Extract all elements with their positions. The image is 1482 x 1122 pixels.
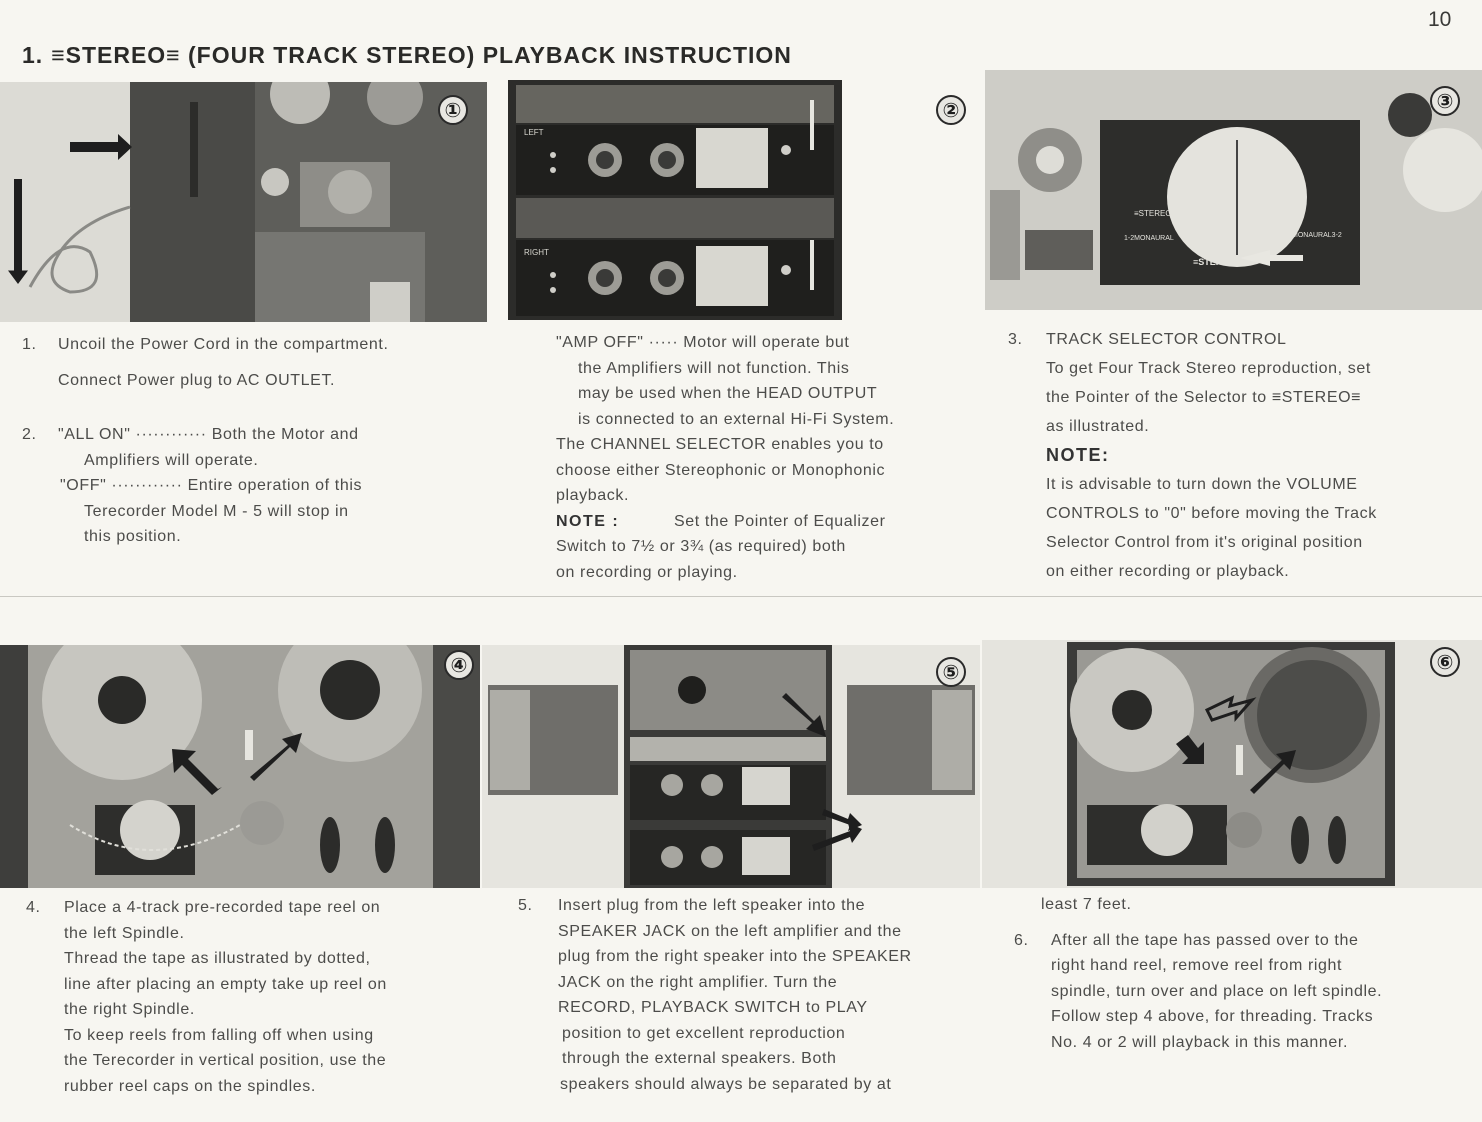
amp-line2: the Amplifiers will not function. This: [578, 359, 850, 377]
photo-reel-threading: [0, 645, 480, 888]
step5-instructions: [518, 893, 912, 1097]
track-selector-instructions: [1008, 325, 1377, 586]
amp-off-note: [556, 330, 894, 585]
photo-label-right: RIGHT: [524, 248, 549, 257]
step-marker-2: ②: [936, 95, 966, 125]
photo-label-stereo-big: ≡STEREO≡: [1193, 257, 1241, 267]
note-eq-line3: on recording or playing.: [556, 563, 738, 581]
step1-line1: Uncoil the Power Cord in the compartment.: [58, 336, 389, 353]
item-number-6: 6.: [1014, 931, 1029, 949]
note-eq-line2: Switch to 7½ or 3¾ (as required) both: [556, 538, 846, 555]
page-number: 10: [1428, 8, 1452, 31]
step5-line2: SPEAKER JACK on the left amplifier and the: [558, 922, 902, 940]
step4-line6: To keep reels from falling off when using: [64, 1026, 374, 1044]
step4-line4: line after placing an empty take up reel on: [64, 975, 387, 993]
step2-line2: Amplifiers will operate.: [84, 451, 259, 469]
note-label-equalizer: NOTE :: [556, 512, 620, 530]
volume-note-line2: CONTROLS to "0" before moving the Track: [1046, 505, 1377, 522]
track-line2: the Pointer of the Selector to ≡STEREO≡: [1046, 389, 1362, 406]
title-text: ≡STEREO≡ (FOUR TRACK STEREO) PLAYBACK INSTRUCTION: [51, 42, 792, 68]
photo-external-speakers: [482, 645, 980, 888]
photo-label-monaural: 1-2MONAURAL: [1124, 235, 1174, 242]
step6-line4: Follow step 4 above, for threading. Tracks: [1051, 1008, 1374, 1025]
item-number-4: 4.: [26, 899, 41, 916]
instruction-steps-1-2: [22, 332, 389, 550]
step5-line4: JACK on the right amplifier. Turn the: [558, 973, 838, 991]
page-title: [22, 42, 800, 69]
step2-line1: "ALL ON" ············ Both the Motor and: [58, 426, 359, 443]
photo-label-monaural-right: MONAURAL3-2: [1292, 232, 1342, 239]
step4-line8: rubber reel caps on the spindles.: [64, 1077, 316, 1095]
step5-line6: position to get excellent reproduction: [562, 1024, 846, 1042]
item-number-3: 3.: [1008, 331, 1023, 348]
photo-label-stereo-small: ≡STEREO: [1134, 209, 1172, 218]
note-label-volume: NOTE:: [1046, 445, 1110, 465]
step4-line3: Thread the tape as illustrated by dotted,: [64, 950, 371, 967]
step6-line1: After all the tape has passed over to the: [1051, 931, 1359, 949]
track-line1: To get Four Track Stereo reproduction, set: [1046, 360, 1371, 377]
step-marker-6: ⑥: [1430, 647, 1460, 677]
amp-line6: choose either Stereophonic or Monophonic: [556, 461, 886, 479]
photo-label-left: LEFT: [524, 128, 544, 137]
step5-line5: RECORD, PLAYBACK SWITCH to PLAY: [558, 999, 868, 1016]
step5-line7: through the external speakers. Both: [562, 1050, 837, 1067]
amp-line3: may be used when the HEAD OUTPUT: [578, 385, 878, 402]
amp-line7: playback.: [556, 487, 629, 504]
step2-line5: this position.: [84, 528, 182, 545]
step4-instructions: [26, 895, 387, 1099]
track-line3: as illustrated.: [1046, 418, 1150, 435]
step4-line2: the left Spindle.: [64, 924, 185, 942]
step5-line1: Insert plug from the left speaker into the: [558, 897, 866, 914]
step5-line3: plug from the right speaker into the SPEAKER: [558, 948, 912, 965]
step4-line5: the right Spindle.: [64, 1001, 195, 1018]
step2-line4: Terecorder Model M - 5 will stop in: [84, 502, 349, 520]
section-divider: [0, 596, 1482, 597]
photo-track-selector: [985, 70, 1482, 310]
item-number-1: 1.: [22, 336, 37, 353]
step6-line2: right hand reel, remove reel from right: [1051, 957, 1343, 974]
amp-line4: is connected to an external Hi-Fi System.: [578, 410, 895, 428]
step4-line1: Place a 4-track pre-recorded tape reel on: [64, 899, 381, 916]
step2-line3: "OFF" ············ Entire operation of this: [60, 477, 363, 494]
step-marker-4: ④: [444, 650, 474, 680]
volume-note-line3: Selector Control from it's original position: [1046, 534, 1363, 551]
photo-amplifier-panels: [508, 80, 842, 320]
step-marker-3: ③: [1430, 86, 1460, 116]
item-number-2: 2.: [22, 426, 37, 443]
step1-line2: Connect Power plug to AC OUTLET.: [58, 371, 336, 389]
item-number-5: 5.: [518, 897, 533, 914]
title-number: 1.: [22, 42, 44, 68]
step6-line5: No. 4 or 2 will playback in this manner.: [1051, 1033, 1349, 1051]
volume-note-line1: It is advisable to turn down the VOLUME: [1046, 476, 1358, 493]
step-marker-5: ⑤: [936, 657, 966, 687]
amp-line5: The CHANNEL SELECTOR enables you to: [556, 436, 884, 453]
step6-line3: spindle, turn over and place on left spindle.: [1051, 982, 1383, 1000]
step6-instructions: [1014, 892, 1382, 1055]
photo-reel-swap: [982, 640, 1482, 888]
step5-continued: least 7 feet.: [1041, 896, 1132, 913]
step5-line8: speakers should always be separated by at: [560, 1075, 892, 1093]
step-marker-1: ①: [438, 95, 468, 125]
step4-line7: the Terecorder in vertical position, use the: [64, 1052, 387, 1069]
volume-note-line4: on either recording or playback.: [1046, 563, 1290, 580]
amp-line1: "AMP OFF" ····· Motor will operate but: [556, 334, 850, 351]
note-eq-line1: Set the Pointer of Equalizer: [674, 512, 886, 530]
photo-power-cord: [0, 82, 487, 322]
track-selector-heading: TRACK SELECTOR CONTROL: [1046, 331, 1287, 348]
